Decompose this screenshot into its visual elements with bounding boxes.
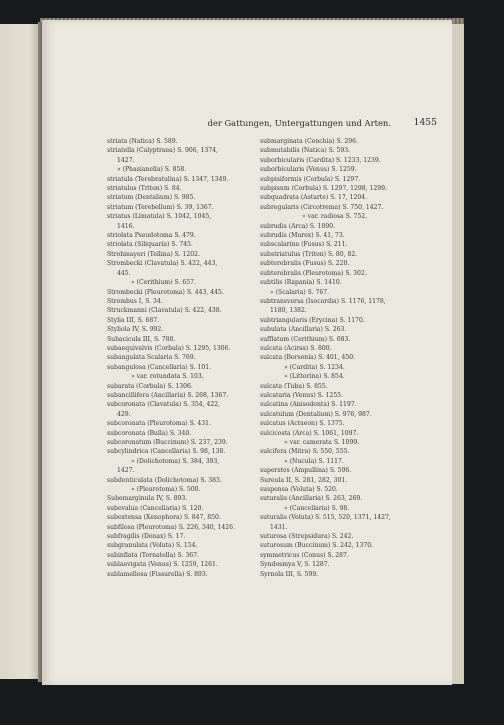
index-entry: 1431. — [270, 523, 288, 531]
index-entry: subtransversa (Isocardia) S. 1176, 1178, — [260, 297, 386, 305]
index-entry: 1180, 1382. — [270, 307, 307, 315]
index-entry: sulcatus (Actaeon) S. 1375. — [260, 420, 345, 428]
index-entry: subevalua (Cancellaria) S. 120. — [107, 504, 204, 512]
index-entry: striatula (Terebratulina) S. 1347, 1349. — [107, 175, 229, 183]
left-page-edge — [0, 24, 40, 679]
index-entry: Strohmayeri (Tellina) S. 1202. — [107, 250, 200, 258]
index-entry: subextensa (Xenophora) S. 847, 850. — [107, 514, 221, 522]
index-entry: suborbicularis (Cardita) S. 1233, 1239. — [260, 156, 381, 164]
index-entry: striatum (Terebellum) S. 39, 1367. — [107, 203, 214, 211]
index-entry: 1416. — [117, 222, 135, 230]
index-entry: striolata Pseudotoma S. 479. — [107, 232, 196, 240]
index-entry: suturosum (Buccinum) S. 242, 1370. — [260, 542, 374, 550]
index-entry: subaequivalvis (Corbula) S. 1295, 1306. — [107, 344, 231, 352]
index-entry: 429. — [117, 410, 131, 418]
index-entry: sulcata (Acirsa) S. 800. — [260, 344, 332, 352]
index-entry: 445. — [117, 269, 131, 277]
index-entry: subscalarina (Fusus) S. 211. — [260, 241, 348, 249]
index-entry: subpisum (Corbula) S. 1297, 1298, 1299. — [260, 185, 387, 193]
index-entry: 1427. — [117, 467, 135, 475]
index-entry: subfilosa (Pleurotoma) S. 226, 340, 1426. — [107, 523, 236, 531]
index-entry: subulata (Ancillaria) S. 263. — [260, 326, 347, 334]
index-entry: subcoronata (Clavatula) S. 354, 422, — [107, 401, 221, 409]
index-entry: » (Littorina) S. 854. — [284, 373, 345, 381]
index-entry: sulcatina (Anisodonta) S. 1197. — [260, 401, 357, 409]
index-entry: Strombecki (Clavatula) S. 422, 443, — [107, 260, 218, 268]
index-entry: subrudis (Murex) S. 41, 73. — [260, 232, 345, 240]
index-entry: subterebralis (Pleurotoma) S. 302. — [260, 269, 367, 277]
index-entry: sublaevigata (Venus) S. 1259, 1261. — [107, 561, 218, 569]
index-entry: superstes (Ampullina) S. 596. — [260, 467, 352, 475]
index-entry: striolata (Siliquaria) S. 745. — [107, 241, 193, 249]
index-entry: » (Pleurotoma) S. 500. — [131, 486, 201, 494]
index-entry: subregularis (Circotrema) S. 750, 1427. — [260, 203, 384, 211]
index-entry: substriatulus (Triton) S. 80, 82. — [260, 250, 358, 258]
index-entry: subinflata (Tornatella) S. 367. — [107, 551, 199, 559]
index-entry: Strombecki (Pleurotoma) S. 443, 445. — [107, 288, 224, 296]
index-entry: striatella (Calyptraea) S. 906, 1374, — [107, 147, 218, 155]
index-entry: subtriangularis (Erycina) S. 1170. — [260, 316, 365, 324]
index-entry: subangulosa (Cancellaria) S. 101. — [107, 363, 212, 371]
index-entry: Strombus I, S. 34. — [107, 297, 163, 305]
index-entry: sulcifera (Mitra) S. 550, 555. — [260, 448, 350, 456]
index-column-right — [260, 137, 430, 579]
index-column-left — [107, 137, 267, 579]
index-entry: Sureula II, S. 281, 282, 301. — [260, 476, 348, 484]
index-entry: » (Cancellaria) S. 98. — [284, 504, 350, 512]
index-entry: striatum (Dentalium) S. 985. — [107, 194, 196, 202]
index-entry: subpisiformis (Corbula) S. 1297. — [260, 175, 361, 183]
index-entry: subarata (Corbula) S. 1306. — [107, 382, 193, 390]
index-entry: » (Cerithium) S. 657. — [131, 279, 196, 287]
index-entry: striatus (Limatula) S. 1042, 1045, — [107, 213, 212, 221]
index-entry: subancillifera (Ancillaria) S. 268, 1367. — [107, 391, 229, 399]
index-entry: » (Cardita) S. 1234. — [284, 363, 345, 371]
index-entry: striatulus (Triton) S. 84. — [107, 185, 182, 193]
index-entry: Subemarginula IV, S. 893. — [107, 495, 188, 503]
index-entry: Syrnola III, S. 599. — [260, 570, 319, 578]
index-entry: subterebralis (Fusus) S. 220. — [260, 260, 350, 268]
page-number: 1455 — [413, 117, 437, 128]
index-entry: Stylia III, S. 687. — [107, 316, 160, 324]
index-entry: submarginata (Cenchia) S. 296. — [260, 138, 358, 145]
index-entry: symmetricus (Conus) S. 287. — [260, 551, 349, 559]
index-entry: subquadrata (Astarte) S. 17, 1204. — [260, 194, 368, 202]
index-entry: » (Scalaria) S. 767. — [270, 288, 330, 296]
index-entry: » var. rotundata S. 103. — [131, 373, 204, 381]
index-entry: subcoronata (Pleurotoma) S. 431. — [107, 420, 211, 428]
index-entry: suspensa (Voluta) S. 520. — [260, 486, 338, 494]
index-entry: sulcatulum (Dentalium) S. 976, 987. — [260, 410, 372, 418]
index-entry: sulcata (Borsonia) S. 401, 450. — [260, 354, 356, 362]
index-entry: Subacicula III, S. 780. — [107, 335, 176, 343]
index-entry: sublamellosa (Fissurella) S. 893. — [107, 570, 208, 578]
index-entry: 1427. — [117, 156, 135, 164]
index-entry: subgranulata (Voluta) S. 154. — [107, 542, 198, 550]
index-entry: suborbicularis (Venus) S. 1259. — [260, 166, 357, 174]
index-entry: sulcicosta (Arca) S. 1061, 1097. — [260, 429, 359, 437]
index-entry: » (Nucula) S. 1117. — [284, 457, 344, 465]
index-entry: subcoronata (Bulla) S. 340. — [107, 429, 192, 437]
index-entry: Styliola IV, S. 992. — [107, 326, 164, 334]
index-entry: Syndosmya V, S. 1287. — [260, 561, 330, 569]
index-entry: » var. radiosa S. 752. — [302, 213, 368, 221]
running-title: der Gattungen, Untergattungen und Arten. — [207, 118, 391, 128]
index-entry: subrudis (Arca) S. 1090. — [260, 222, 336, 230]
index-entry: suturosa (Strepsidura) S. 242. — [260, 533, 354, 541]
index-entry: » var. camerata S. 1099. — [284, 439, 360, 446]
index-entry: subcylindrica (Cancellaria) S. 98, 138. — [107, 448, 226, 456]
index-entry: » (Dolichotoma) S. 384, 393, — [131, 457, 220, 465]
index-entry: » (Phasianella) S. 858. — [117, 166, 187, 174]
index-entry: subdenticulata (Dolichotoma) S. 383. — [107, 476, 222, 484]
index-entry: subtilis (Rapania) S. 1410. — [260, 279, 342, 287]
index-entry: sulcataria (Venus) S. 1255. — [260, 391, 343, 399]
index-entry: submutabilis (Natica) S. 593. — [260, 147, 351, 155]
index-entry: sufflatum (Cerithium) S. 683. — [260, 335, 351, 343]
page-stack-edge — [452, 24, 464, 684]
index-entry: subcoronatum (Buccinum) S. 237, 239. — [107, 439, 228, 446]
index-entry: sulcata (Tuba) S. 855. — [260, 382, 328, 390]
index-entry: striata (Natica) S. 589. — [107, 138, 178, 145]
index-entry: suturalis (Ancillaria) S. 263, 269. — [260, 495, 363, 503]
index-entry: subfragilis (Donax) S. 17. — [107, 533, 186, 541]
index-entry: Struckmanni (Clavatula) S. 422, 438. — [107, 307, 222, 315]
index-entry: suturalis (Voluta) S. 515, 520, 1371, 1427, — [260, 514, 391, 522]
index-entry: subangulata Scalaria S. 769. — [107, 354, 196, 362]
